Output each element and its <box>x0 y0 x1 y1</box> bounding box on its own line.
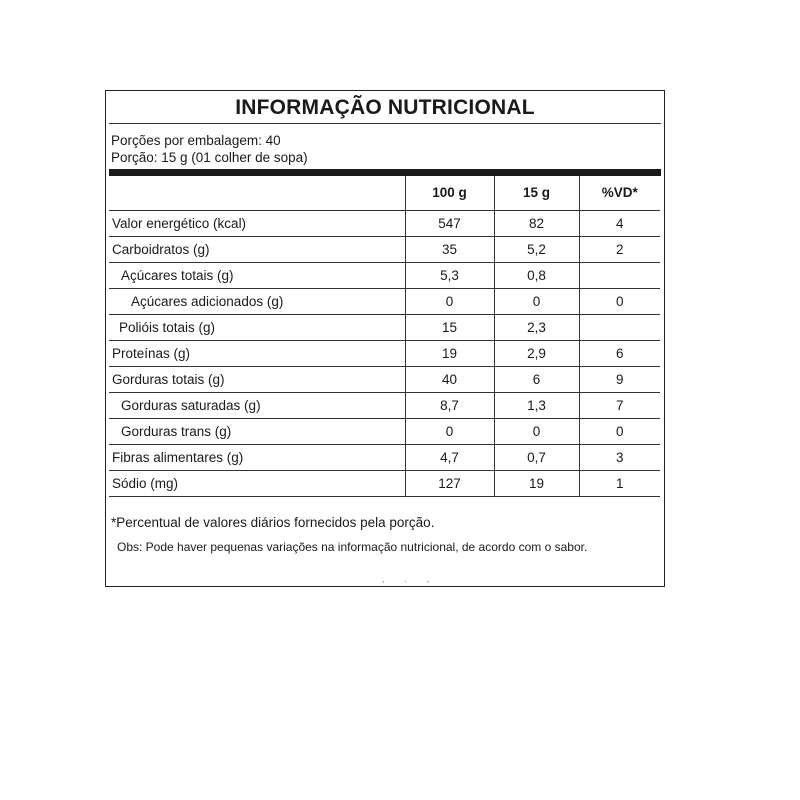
serving-size: Porção: 15 g (01 colher de sopa) <box>111 150 308 165</box>
table-row <box>109 288 660 314</box>
nutrient-name: Gorduras saturadas (g) <box>109 392 405 418</box>
value-per-serving: 0,8 <box>494 262 579 288</box>
value-per-serving: 0 <box>494 418 579 444</box>
value-daily-percent <box>579 262 660 288</box>
header-daily-value: %VD* <box>579 176 660 210</box>
table-row <box>109 262 660 288</box>
value-per-serving: 0,7 <box>494 444 579 470</box>
value-per-serving: 6 <box>494 366 579 392</box>
value-daily-percent: 0 <box>579 288 660 314</box>
value-daily-percent: 6 <box>579 340 660 366</box>
value-per-100g: 40 <box>405 366 494 392</box>
value-per-100g: 0 <box>405 288 494 314</box>
nutrient-name: Açúcares totais (g) <box>109 262 405 288</box>
trailing-marks: , . , <box>382 575 439 584</box>
value-per-100g: 19 <box>405 340 494 366</box>
value-per-100g: 8,7 <box>405 392 494 418</box>
value-per-100g: 15 <box>405 314 494 340</box>
value-per-serving: 19 <box>494 470 579 496</box>
servings-per-package: Porções por embalagem: 40 <box>111 133 281 148</box>
title-divider <box>109 123 661 124</box>
observation-note: Obs: Pode haver pequenas variações na informação nutricional, de acordo com o sabor. <box>117 540 588 554</box>
table-row <box>109 236 660 262</box>
table-row <box>109 366 660 392</box>
value-per-serving: 2,9 <box>494 340 579 366</box>
nutrient-name: Sódio (mg) <box>109 470 405 496</box>
daily-value-footnote: *Percentual de valores diários fornecidos pela porção. <box>111 515 435 530</box>
value-daily-percent <box>579 314 660 340</box>
thick-divider <box>109 169 661 176</box>
nutrient-name: Polióis totais (g) <box>109 314 405 340</box>
nutrient-name: Fibras alimentares (g) <box>109 444 405 470</box>
table-row <box>109 210 660 236</box>
value-daily-percent: 9 <box>579 366 660 392</box>
nutrient-name: Gorduras totais (g) <box>109 366 405 392</box>
value-per-100g: 0 <box>405 418 494 444</box>
value-daily-percent: 7 <box>579 392 660 418</box>
value-daily-percent: 4 <box>579 210 660 236</box>
value-daily-percent: 1 <box>579 470 660 496</box>
table-row <box>109 470 660 496</box>
nutrient-name: Proteínas (g) <box>109 340 405 366</box>
value-per-100g: 35 <box>405 236 494 262</box>
table-row <box>109 314 660 340</box>
value-daily-percent: 0 <box>579 418 660 444</box>
table-row <box>109 418 660 444</box>
nutrient-name: Gorduras trans (g) <box>109 418 405 444</box>
nutrient-name: Valor energético (kcal) <box>109 210 405 236</box>
table-row <box>109 444 660 470</box>
value-per-serving: 82 <box>494 210 579 236</box>
table-header-row <box>109 176 660 210</box>
value-per-100g: 5,3 <box>405 262 494 288</box>
nutrient-name: Açúcares adicionados (g) <box>109 288 405 314</box>
value-per-serving: 5,2 <box>494 236 579 262</box>
header-per-serving: 15 g <box>494 176 579 210</box>
header-nutrient <box>109 176 405 210</box>
nutrition-table <box>109 176 660 497</box>
value-per-100g: 547 <box>405 210 494 236</box>
header-per-100g: 100 g <box>405 176 494 210</box>
value-per-100g: 127 <box>405 470 494 496</box>
nutrition-label <box>105 90 665 587</box>
value-per-100g: 4,7 <box>405 444 494 470</box>
table-row <box>109 340 660 366</box>
nutrient-name: Carboidratos (g) <box>109 236 405 262</box>
value-daily-percent: 2 <box>579 236 660 262</box>
value-per-serving: 2,3 <box>494 314 579 340</box>
value-per-serving: 1,3 <box>494 392 579 418</box>
label-title: INFORMAÇÃO NUTRICIONAL <box>235 96 535 119</box>
value-per-serving: 0 <box>494 288 579 314</box>
value-daily-percent: 3 <box>579 444 660 470</box>
table-row <box>109 392 660 418</box>
servings-info <box>111 132 308 166</box>
